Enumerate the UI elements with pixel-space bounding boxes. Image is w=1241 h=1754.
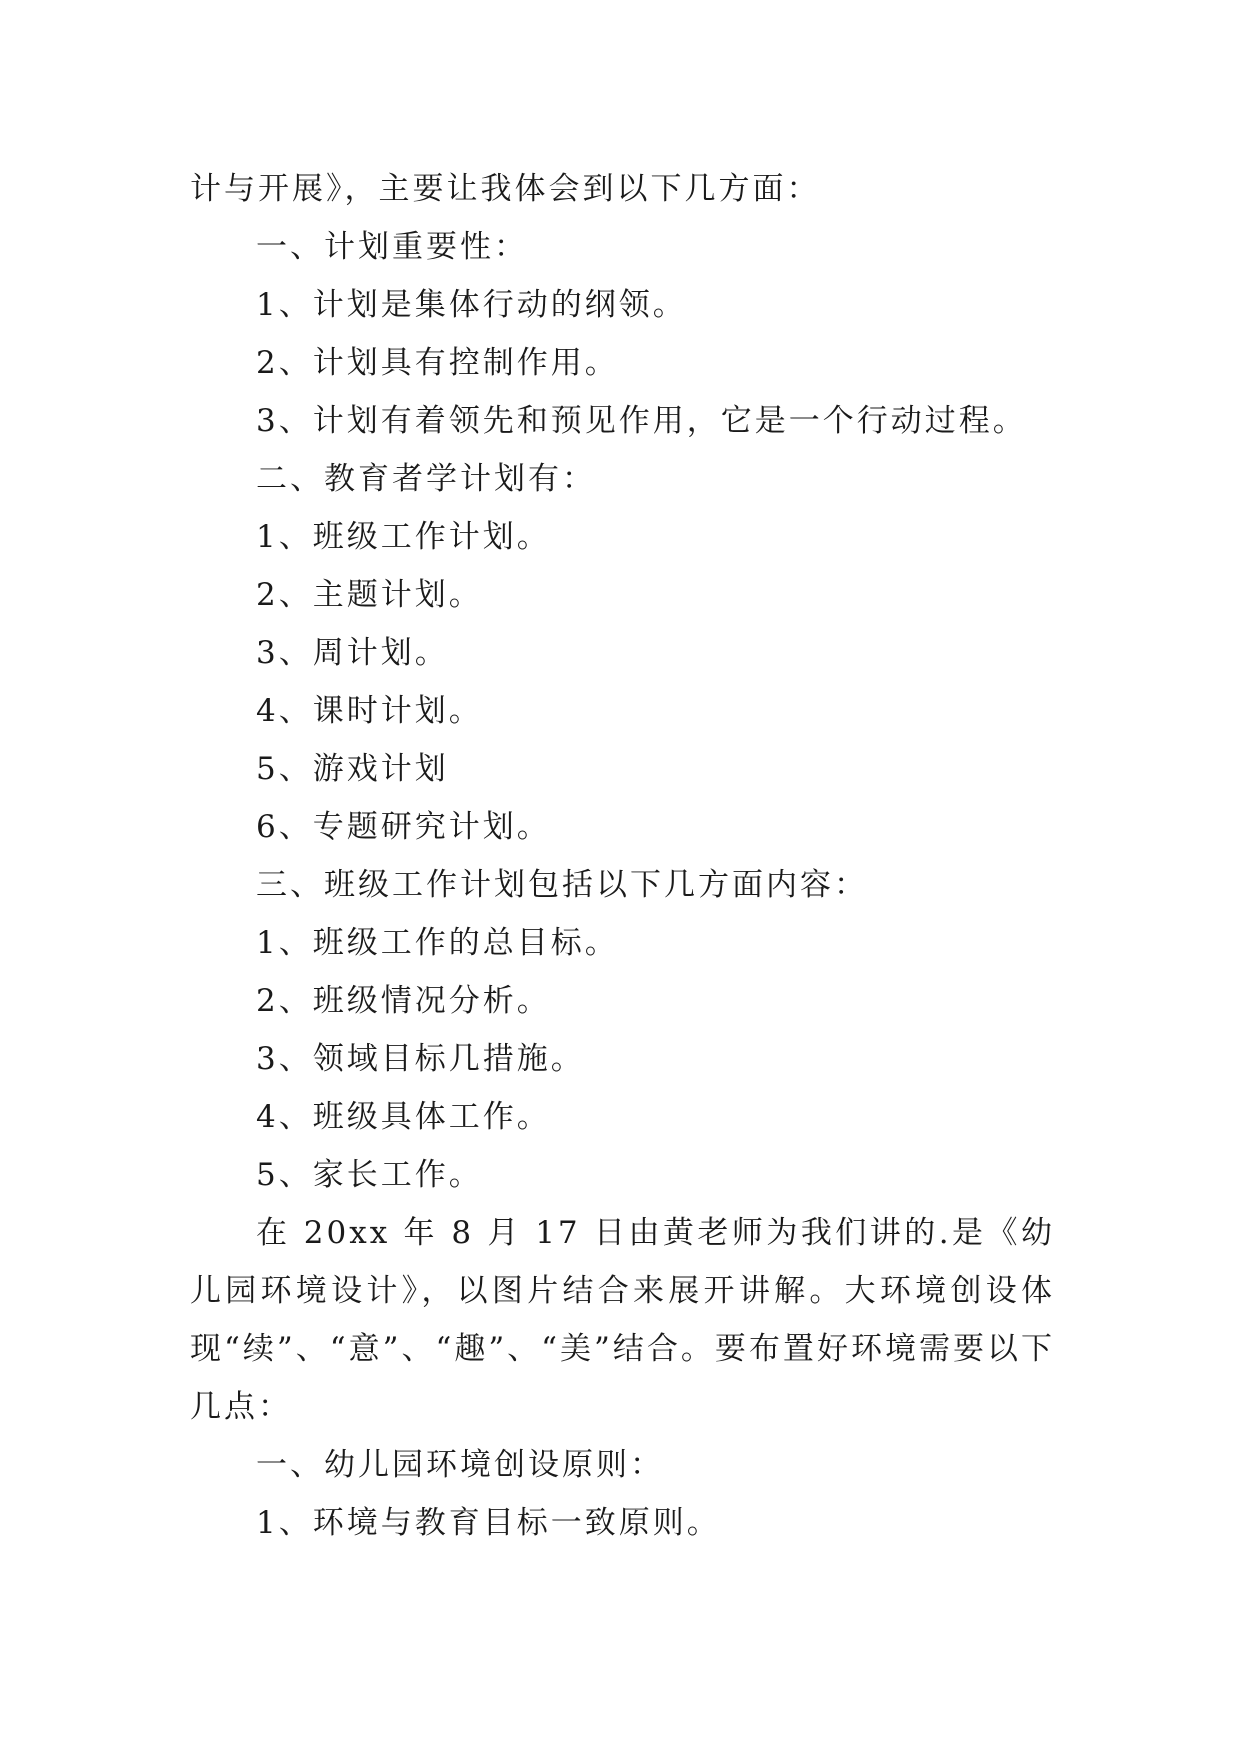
- list-item: 5、家长工作。: [256, 1157, 483, 1193]
- list-item: 3、周计划。: [256, 635, 449, 671]
- list-item: 3、计划有着领先和预见作用，它是一个行动过程。: [256, 403, 1027, 439]
- document-body: [190, 160, 1055, 1552]
- list-item: 2、主题计划。: [256, 577, 483, 613]
- list-item: 3、领域目标几措施。: [256, 1041, 585, 1077]
- list-item: 1、计划是集体行动的纲领。: [256, 287, 687, 323]
- list-item: 6、专题研究计划。: [256, 809, 551, 845]
- text-line-continuation: 计与开展》，主要让我体会到以下几方面：: [190, 171, 821, 207]
- list-item: 1、环境与教育目标一致原则。: [256, 1505, 721, 1541]
- list-item: 4、班级具体工作。: [256, 1099, 551, 1135]
- section-heading-3: 三、班级工作计划包括以下几方面内容：: [256, 867, 868, 903]
- section-heading-env: 一、幼儿园环境创设原则：: [256, 1447, 664, 1483]
- body-paragraph: 在 20xx 年 8 月 17 日由黄老师为我们讲的.是《幼儿园环境设计》，以图片结合来展开讲解。大环境创设体现“续”、“意”、“趣”、“美”结合。要布置好环境需要以下几点：: [190, 1215, 1055, 1425]
- section-heading-1: 一、计划重要性：: [256, 229, 528, 265]
- section-heading-2: 二、教育者学计划有：: [256, 461, 596, 497]
- list-item: 1、班级工作的总目标。: [256, 925, 619, 961]
- list-item: 4、课时计划。: [256, 693, 483, 729]
- list-item: 2、班级情况分析。: [256, 983, 551, 1019]
- list-item: 2、计划具有控制作用。: [256, 345, 619, 381]
- list-item: 1、班级工作计划。: [256, 519, 551, 555]
- list-item: 5、游戏计划: [256, 751, 449, 787]
